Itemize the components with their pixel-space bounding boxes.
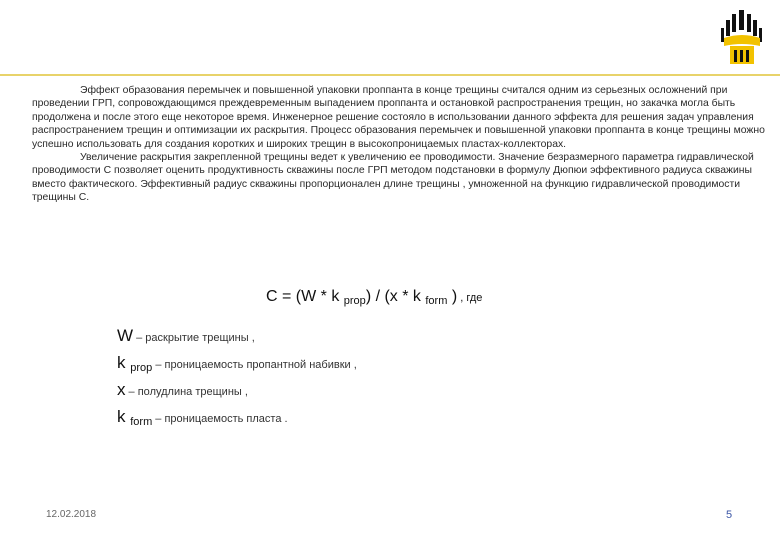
company-logo-icon [718,8,766,68]
paragraph-1: Эффект образования перемычек и повышенной упаковки проппанта в конце трещины считался одним из серьезных осложнений при проведении ГРП, сопровождающимся преждевременным выпадением проппанта и остановкой распространения трещин, но закачка могла быть продолжена и после этого еще некоторое время. Инженерное решение состояло в использовании данного эффекта для решения задач управления распространением трещин и оптимизации их раскрытия. Процесс образования перемычек и повышенной упаковки проппанта в конце трещины можно успешно использовать для создания коротких и широких трещин в высокопроницаемых пластах-коллекторах. [32,85,765,150]
formula-mid: ) / (x * k [365,288,426,305]
body-text [32,84,772,205]
definition-symbol: x [117,380,126,399]
page-number: 5 [726,509,733,521]
definition-symbol: k $_{form}$ [117,407,153,428]
formula-sub-form: form [425,295,448,307]
footer-date: 12.02.2018 [46,509,97,520]
definition-x [117,380,357,407]
definition-k-form [117,407,357,434]
definition-text: – проницаемость пропантной набивки , [152,359,357,371]
definition-text: – раскрытие трещины , [133,332,255,344]
definition-text: – полудлина трещины , [125,386,248,398]
definitions-list [117,326,357,434]
formula-sub-prop: prop [343,295,366,307]
definition-symbol: W [117,326,134,345]
formula [266,288,482,307]
definition-text: – проницаемость пласта . [152,413,288,425]
formula-lhs: C = (W * k [266,288,344,305]
definition-symbol: k $_{prop}$ [117,353,153,374]
definition-k-prop [117,353,357,380]
header-rule [0,74,780,76]
definition-w [117,326,357,353]
formula-where: , где [457,292,483,304]
paragraph-2: Увеличение раскрытия закрепленной трещины ведет к увеличению ее проводимости. Значение безразмерного параметра гидравлической проводимости С позволяет оценить продуктивность скважины после ГРП методом подстановки в формулу Дюпюи эффективного радиуса скважины вместо фактического. Эффективный радиус скважины пропорционален длине трещины , умноженной на функцию гидравлической проводимости трещины С. [32,152,754,204]
formula-end: ) [447,288,458,305]
